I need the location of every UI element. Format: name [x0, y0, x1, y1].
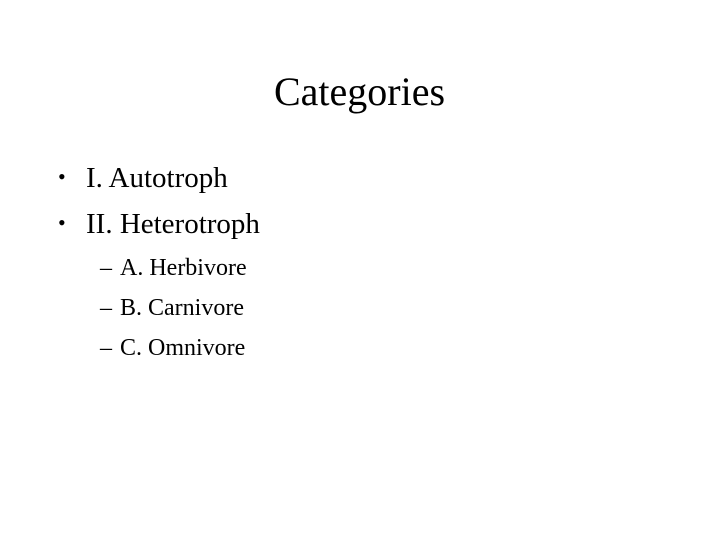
- sub-bullet-item-carnivore: [100, 294, 244, 322]
- sub-bullet-item-herbivore: [100, 254, 247, 282]
- bullet-text: II. Heterotroph: [86, 208, 260, 240]
- bullet-marker: •: [58, 164, 66, 189]
- bullet-item-autotroph: [58, 160, 228, 195]
- sub-bullet-item-omnivore: [100, 334, 245, 362]
- bullet-item-heterotroph: [58, 206, 260, 241]
- sub-bullet-text: C. Omnivore: [120, 335, 246, 361]
- dash-marker: –: [100, 255, 112, 281]
- slide-title: Categories: [273, 69, 446, 114]
- bullet-marker: •: [58, 210, 66, 235]
- dash-marker: –: [100, 335, 112, 361]
- sub-bullet-text: B. Carnivore: [120, 295, 244, 321]
- dash-marker: –: [100, 295, 112, 321]
- sub-bullet-text: A. Herbivore: [120, 255, 247, 281]
- bullet-text: I. Autotroph: [86, 162, 228, 194]
